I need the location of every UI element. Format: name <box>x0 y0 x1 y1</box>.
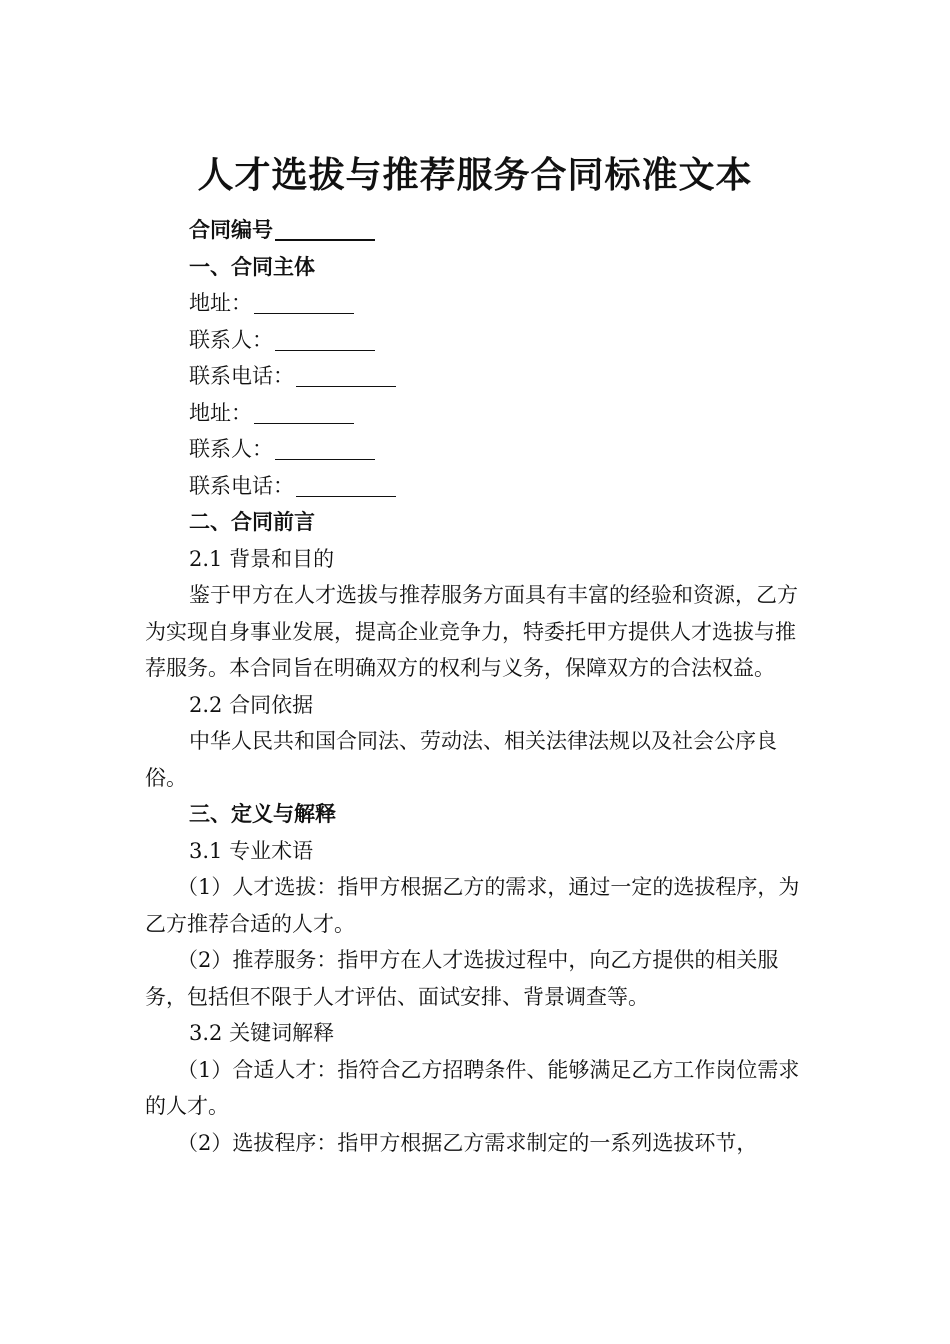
contract-number-label: 合同编号 <box>189 218 273 242</box>
party-a-contact-blank <box>275 328 375 351</box>
party-b-contact-label: 联系人： <box>189 437 273 461</box>
party-b-contact-line <box>145 431 810 468</box>
party-a-address-blank <box>254 291 354 314</box>
section-3-1-title: 3.1 专业术语 <box>189 838 314 863</box>
party-b-contact-blank <box>275 437 375 460</box>
party-a-phone-blank <box>296 364 396 387</box>
contract-number-line <box>145 212 810 249</box>
section-3-2-title: 3.2 关键词解释 <box>189 1021 335 1045</box>
section-2-heading: 二、合同前言 <box>189 510 315 534</box>
party-a-contact-line <box>145 322 810 359</box>
party-a-address-label: 地址： <box>189 291 252 315</box>
section-3-2-item-2: （2）选拔程序：指甲方根据乙方需求制定的一系列选拔环节， <box>177 1130 758 1155</box>
party-b-phone-label: 联系电话： <box>189 473 294 498</box>
section-2-1-title: 2.1 背景和目的 <box>189 546 335 571</box>
party-b-address-line <box>145 395 810 432</box>
section-3-1-item-2: （2）推荐服务：指甲方在人才选拔过程中，向乙方提供的相关服务，包括但不限于人才评估、面试安排、背景调查等。 <box>145 948 779 1009</box>
section-2-2-title: 2.2 合同依据 <box>189 692 314 717</box>
document-body <box>145 212 810 1161</box>
party-b-phone-blank <box>296 474 396 497</box>
section-3-2-item-1: （1）合适人才：指符合乙方招聘条件、能够满足乙方工作岗位需求的人才。 <box>145 1057 800 1118</box>
party-a-contact-label: 联系人： <box>189 327 273 352</box>
section-2-2-paragraph: 中华人民共和国合同法、劳动法、相关法律法规以及社会公序良俗。 <box>145 729 777 790</box>
party-a-address-line <box>145 285 810 322</box>
party-b-phone-line <box>145 468 810 505</box>
party-a-phone-label: 联系电话： <box>189 364 294 388</box>
section-2-1-paragraph: 鉴于甲方在人才选拔与推荐服务方面具有丰富的经验和资源，乙方为实现自身事业发展，提高企业竞争力，特委托甲方提供人才选拔与推荐服务。本合同旨在明确双方的权利与义务，保障双方的合法权益。 <box>145 583 798 680</box>
section-3-1-item-1: （1）人才选拔：指甲方根据乙方的需求，通过一定的选拔程序，为乙方推荐合适的人才。 <box>145 875 800 936</box>
party-b-address-label: 地址： <box>189 400 252 425</box>
document-title: 人才选拔与推荐服务合同标准文本 <box>197 155 753 196</box>
contract-number-blank <box>275 217 375 241</box>
section-3-heading: 三、定义与解释 <box>189 802 336 826</box>
party-b-address-blank <box>254 401 354 424</box>
section-1-heading: 一、合同主体 <box>189 254 315 279</box>
party-a-phone-line <box>145 358 810 395</box>
